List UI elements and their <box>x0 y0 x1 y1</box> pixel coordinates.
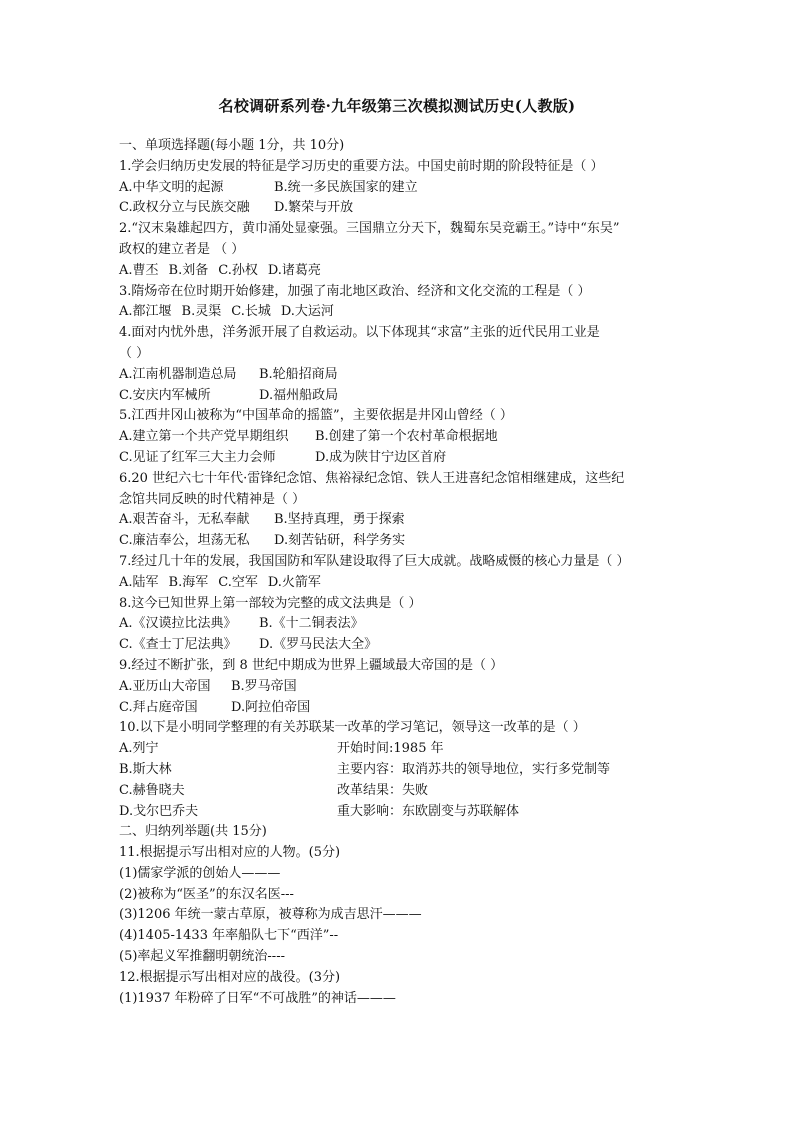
question-options <box>119 573 689 594</box>
section-heading: 二、归纳列举题(共 15分) <box>119 824 267 840</box>
option-b: B.刘备 <box>168 262 209 278</box>
question-stem: 10.以下是小明同学整理的有关苏联某一改革的学习笔记，领导这一改革的是（ ） <box>119 720 586 736</box>
question-options <box>119 698 689 719</box>
option-c: C.安庆内军械所 <box>119 387 211 403</box>
option-a: A.曹丕 <box>119 262 159 278</box>
option-c: C.廉洁奉公，坦荡无私 <box>119 533 250 549</box>
fill-item: (4)1405-1433 年率船队七下“西洋”-- <box>119 928 339 944</box>
question-options <box>119 302 689 323</box>
option-c: C.见证了红军三大主力会师 <box>119 449 276 465</box>
option-a: A.陆军 <box>119 574 159 590</box>
question-stem: 6.20 世纪六七十年代·雷锋纪念馆、焦裕禄纪念馆、铁人王进喜纪念馆相继建成，这些纪 <box>119 470 625 486</box>
question-stem: 5.江西井冈山被称为“中国革命的摇篮”，主要依据是井冈山曾经（ ） <box>119 408 513 424</box>
option-c: C.空军 <box>218 574 258 590</box>
option-a: A.《汉谟拉比法典》 <box>119 616 237 632</box>
notes-row <box>119 739 689 760</box>
option-d: D.诸葛亮 <box>267 262 321 278</box>
option-b: B.坚持真理，勇于探索 <box>274 512 405 528</box>
notes-row <box>119 781 689 802</box>
option-b: B.斯大林 <box>119 761 172 777</box>
option-d: D.刻苦钻研，科学务实 <box>274 533 406 549</box>
option-d: D.火箭军 <box>267 574 321 590</box>
question-stem: 9.经过不断扩张，到 8 世纪中期成为世界上疆域最大帝国的是（ ） <box>119 657 504 673</box>
notes-row <box>119 760 689 781</box>
option-b: B.罗马帝国 <box>231 678 297 694</box>
option-d: D.《罗马民法大全》 <box>259 637 378 653</box>
question-stem: 11.根据提示写出相对应的人物。(5分) <box>119 845 341 861</box>
fill-item: (3)1206 年统一蒙古草原，被尊称为成吉思汗——— <box>119 907 422 923</box>
question-options <box>119 261 689 282</box>
option-a: A.江南机器制造总局 <box>119 366 237 382</box>
question-options <box>119 427 689 448</box>
question-stem: 1.学会归纳历史发展的特征是学习历史的重要方法。中国史前时期的阶段特征是（ ） <box>119 158 604 174</box>
option-a: A.亚历山大帝国 <box>119 678 211 694</box>
page-title: 名校调研系列卷·九年级第三次模拟测试历史(人教版) <box>218 97 576 115</box>
option-c: C.赫鲁晓夫 <box>119 782 185 798</box>
option-b: B.《十二铜表法》 <box>259 616 364 632</box>
note-text: 重大影响：东欧剧变与苏联解体 <box>337 803 520 819</box>
question-options <box>119 510 689 531</box>
option-c: C.拜占庭帝国 <box>119 699 198 715</box>
question-stem-cont: 政权的建立者是 （ ） <box>119 241 245 257</box>
option-c: C.《查士丁尼法典》 <box>119 637 237 653</box>
question-stem: 8.这今已知世界上第一部较为完整的成文法典是（ ） <box>119 595 422 611</box>
option-d: D.大运河 <box>280 304 334 320</box>
question-options <box>119 198 689 219</box>
option-d: D.成为陕甘宁边区首府 <box>315 449 447 465</box>
option-b: B.创建了第一个农村革命根据地 <box>315 429 498 445</box>
question-options <box>119 178 689 199</box>
option-a: A.列宁 <box>119 741 159 757</box>
option-a: A.艰苦奋斗，无私奉献 <box>119 512 250 528</box>
question-stem-cont: （ ） <box>119 345 150 361</box>
option-d: D.戈尔巴乔夫 <box>119 803 199 819</box>
fill-item: (2)被称为“医圣”的东汉名医--- <box>119 886 294 902</box>
question-stem-cont: 念馆共同反映的时代精神是（ ） <box>119 491 306 507</box>
question-options <box>119 448 689 469</box>
option-b: B.轮船招商局 <box>259 366 338 382</box>
notes-row <box>119 802 689 823</box>
question-options <box>119 635 689 656</box>
question-options <box>119 614 689 635</box>
option-d: D.繁荣与开放 <box>274 200 354 216</box>
option-d: D.阿拉伯帝国 <box>231 699 311 715</box>
question-options <box>119 365 689 386</box>
question-stem: 3.隋炀帝在位时期开始修建，加强了南北地区政治、经济和文化交流的工程是（ ） <box>119 283 591 299</box>
option-b: B.灵渠 <box>181 304 222 320</box>
fill-item: (5)率起义军推翻明朝统治---- <box>119 949 285 965</box>
fill-item: (1)1937 年粉碎了日军“不可战胜”的神话——— <box>119 990 396 1006</box>
question-stem: 12.根据提示写出相对应的战役。(3分) <box>119 969 341 985</box>
option-c: C.政权分立与民族交融 <box>119 200 250 216</box>
question-stem: 7.经过几十年的发展，我国国防和军队建设取得了巨大成就。战略威慑的核心力量是（ ） <box>119 553 630 569</box>
section-heading: 一、单项选择题(每小题 1分，共 10分) <box>119 138 345 153</box>
question-stem: 4.面对内忧外患，洋务派开展了自救运动。以下体现其“求富”主张的近代民用工业是 <box>119 325 600 341</box>
question-options <box>119 386 689 407</box>
option-b: B.统一多民族国家的建立 <box>274 179 418 195</box>
note-text: 开始时间:1985 年 <box>337 741 444 757</box>
question-options <box>119 677 689 698</box>
option-a: A.中华文明的起源 <box>119 179 224 195</box>
option-d: D.福州船政局 <box>259 387 339 403</box>
exam-content <box>119 136 689 1009</box>
option-c: C.孙权 <box>218 262 258 278</box>
option-c: C.长城 <box>231 304 271 320</box>
question-options <box>119 531 689 552</box>
option-a: A.建立第一个共产党早期组织 <box>119 429 289 445</box>
option-a: A.都江堰 <box>119 304 172 320</box>
question-stem: 2.“汉末枭雄起四方，黄巾涌处显豪强。三国鼎立分天下，魏蜀东吴竞霸王。”诗中“东吴” <box>119 221 620 237</box>
note-text: 改革结果：失败 <box>337 782 429 798</box>
note-text: 主要内容：取消苏共的领导地位，实行多党制等 <box>337 761 611 777</box>
option-b: B.海军 <box>168 574 209 590</box>
fill-item: (1)儒家学派的创始人——— <box>119 865 281 881</box>
